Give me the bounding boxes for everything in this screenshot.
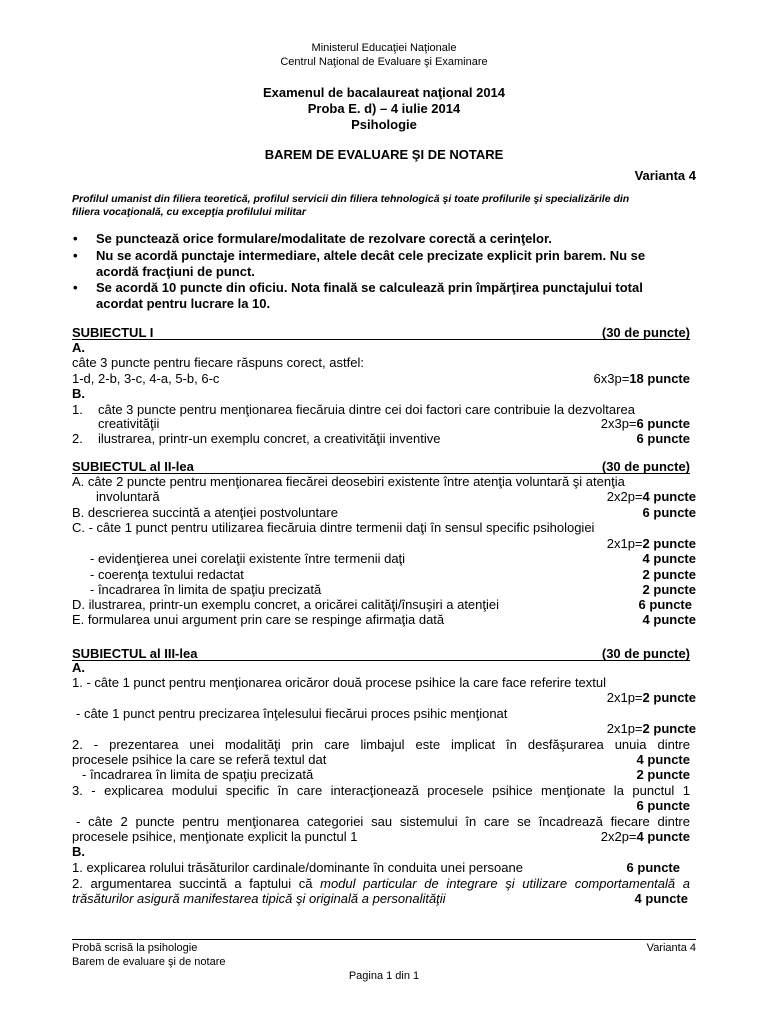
- section-3-points: (30 de puncte): [601, 646, 690, 661]
- exam-date: Proba E. d) – 4 iulie 2014: [307, 101, 461, 116]
- s3-a1-score: [607, 690, 696, 705]
- bullet-icon: •: [73, 231, 78, 246]
- profile-line-2: filiera vocaţională, cu excepţia profilului militar: [72, 206, 306, 218]
- s2-e-score: 4 puncte: [642, 612, 696, 627]
- s3-b2-prefix: 2. argumentarea succintă a faptului că: [72, 876, 321, 891]
- rule-3-line-1: Se acordă 10 puncte din oficiu. Nota finală se calculează prin împărţirea punctajului total: [96, 280, 643, 295]
- score-formula: 2x2p=: [606, 489, 643, 504]
- bullet-icon: •: [73, 248, 78, 263]
- s3-b1-score: 6 puncte: [626, 860, 680, 875]
- s2-c-score: [607, 536, 696, 551]
- s3-b2-score: 4 puncte: [634, 891, 688, 906]
- variant-label: Varianta 4: [634, 168, 696, 183]
- s3-a2b-score: 2 puncte: [636, 767, 690, 782]
- center-name: Centrul Naţional de Evaluare şi Examinare: [280, 56, 488, 68]
- score-formula: 6x3p=: [593, 371, 630, 386]
- s3-a1b-text: - câte 1 punct pentru precizarea înţelesului fiecărui proces psihic menţionat: [76, 706, 508, 721]
- s3-a2-line-2: procesele psihice la care se referă textul dat: [72, 752, 327, 767]
- s3-part-a: A.: [72, 660, 85, 675]
- score-value: 4 puncte: [636, 829, 690, 844]
- barem-title: BAREM DE EVALUARE ŞI DE NOTARE: [264, 147, 504, 162]
- s1-b1-num: 1.: [72, 402, 83, 417]
- ministry-name: Ministerul Educaţiei Naţionale: [311, 42, 457, 54]
- s3-b2-italic-2: trăsăturilor asigură manifestarea tipică şi originală a personalităţii: [72, 891, 446, 906]
- s2-c2-text: - evidenţierea unei corelaţii existente între termenii daţi: [90, 551, 406, 566]
- s3-a3b-line-2: procesele psihice, menţionate explicit la punctul 1: [72, 829, 358, 844]
- score-formula: 2x2p=: [600, 829, 637, 844]
- s2-e-text: E. formularea unui argument prin care se respinge afirmaţia dată: [72, 612, 445, 627]
- section-1-points: (30 de puncte): [601, 325, 690, 340]
- bullet-icon: •: [73, 280, 78, 295]
- section-2-points: (30 de puncte): [601, 459, 690, 474]
- s1-b2-score: 6 puncte: [636, 431, 690, 446]
- s2-b-score: 6 puncte: [642, 505, 696, 520]
- score-value: 6 puncte: [636, 416, 690, 431]
- s1-a-text: câte 3 puncte pentru fiecare răspuns corect, astfel:: [72, 355, 364, 370]
- exam-subject: Psihologie: [351, 117, 417, 132]
- section-1-rule: [72, 339, 690, 340]
- s1-b1-text-2: creativităţii: [98, 416, 160, 431]
- rule-1: Se punctează orice formulare/modalitate de rezolvare corectă a cerinţelor.: [96, 231, 552, 246]
- profile-line-1: Profilul umanist din filiera teoretică, profilul servicii din filiera tehnologică şi toate profilurile şi specializările din: [72, 193, 630, 205]
- rule-3-line-2: acordat pentru lucrare la 10.: [96, 296, 271, 311]
- s2-c4-score: 2 puncte: [642, 582, 696, 597]
- s1-b1-score: [601, 416, 690, 431]
- score-formula: 2x3p=: [600, 416, 637, 431]
- section-3-rule: [72, 660, 690, 661]
- s1-b1-text: câte 3 puncte pentru menţionarea fiecăruia dintre cei doi factori care contribuie la dezvoltarea: [98, 402, 635, 417]
- s2-c3-text: - coerenţa textului redactat: [90, 567, 244, 582]
- score-value: 4 puncte: [642, 489, 696, 504]
- s2-c4-text: - încadrarea în limita de spaţiu precizată: [90, 582, 322, 597]
- footer-rule: [72, 939, 696, 940]
- s3-a1-text: 1. - câte 1 punct pentru menţionarea oricăror două procese psihice la care face referire textul: [72, 675, 607, 690]
- s3-b1-text: 1. explicarea rolului trăsăturilor cardinale/dominante în conduita unei persoane: [72, 860, 523, 875]
- s2-a-line-2: involuntară: [96, 489, 160, 504]
- s3-a3b-score: [601, 829, 690, 844]
- s3-part-b: B.: [72, 844, 85, 859]
- s3-a3-line-1: 3. - explicarea modului specific în care interacţionează procesele psihice menţionate la punctul 1: [72, 783, 690, 798]
- s2-b-text: B. descrierea succintă a atenţiei postvoluntare: [72, 505, 338, 520]
- s2-c2-score: 4 puncte: [642, 551, 696, 566]
- s3-a3-score: 6 puncte: [636, 798, 690, 813]
- s1-a-answers: 1-d, 2-b, 3-c, 4-a, 5-b, 6-c: [72, 371, 220, 386]
- section-3-title: SUBIECTUL al III-lea: [72, 646, 198, 661]
- page-number: Pagina 1 din 1: [348, 970, 420, 982]
- section-2-title: SUBIECTUL al II-lea: [72, 459, 194, 474]
- s2-c-text: C. - câte 1 punct pentru utilizarea fiecăruia dintre termenii daţi în sensul specific psihologiei: [72, 520, 595, 535]
- score-value: 18 puncte: [629, 371, 690, 386]
- s3-b2-line-1: [72, 876, 690, 891]
- section-1-title: SUBIECTUL I: [72, 325, 154, 340]
- s2-d-score: 6 puncte: [638, 597, 692, 612]
- score-formula: 2x1p=: [606, 721, 643, 736]
- s3-a2b-text: - încadrarea în limita de spaţiu precizată: [82, 767, 314, 782]
- score-value: 2 puncte: [642, 536, 696, 551]
- score-formula: 2x1p=: [606, 690, 643, 705]
- s2-c3-score: 2 puncte: [642, 567, 696, 582]
- score-value: 2 puncte: [642, 690, 696, 705]
- s3-b2-italic-1: modul particular de integrare şi utilizare comportamentală a: [320, 876, 690, 891]
- rule-2-line-1: Nu se acordă punctaje intermediare, altele decât cele precizate explicit prin barem. Nu se: [96, 248, 646, 263]
- exam-title: Examenul de bacalaureat naţional 2014: [262, 85, 506, 100]
- footer-exam: Probă scrisă la psihologie: [72, 942, 198, 954]
- rule-2-line-2: acordă fracţiuni de punct.: [96, 264, 255, 279]
- s1-b2-num: 2.: [72, 431, 83, 446]
- s3-a2-line-1: 2. - prezentarea unei modalităţi prin care limbajul este implicat în desfăşurarea unuia dintre: [72, 737, 690, 752]
- s1-a-score: [594, 371, 690, 386]
- score-formula: 2x1p=: [606, 536, 643, 551]
- s3-a1b-score: [607, 721, 696, 736]
- s2-d-text: D. ilustrarea, printr-un exemplu concret, a oricărei calităţi/însuşiri a atenţiei: [72, 597, 500, 612]
- s1-part-a: A.: [72, 340, 85, 355]
- footer-barem: Barem de evaluare şi de notare: [72, 956, 226, 968]
- score-value: 2 puncte: [642, 721, 696, 736]
- s2-a-score: [607, 489, 696, 504]
- s1-part-b: B.: [72, 386, 85, 401]
- footer-variant: Varianta 4: [646, 942, 696, 954]
- s2-a-line-1: A. câte 2 puncte pentru menţionarea fiecărei deosebiri existente între atenţia voluntară şi atenţia: [72, 474, 625, 489]
- s3-a2-score: 4 puncte: [636, 752, 690, 767]
- s3-a3b-line-1: - câte 2 puncte pentru menţionarea categoriei sau sistemului în care se încadrează fiecare dintre: [76, 814, 690, 829]
- s1-b2-text: ilustrarea, printr-un exemplu concret, a creativităţii inventive: [98, 431, 441, 446]
